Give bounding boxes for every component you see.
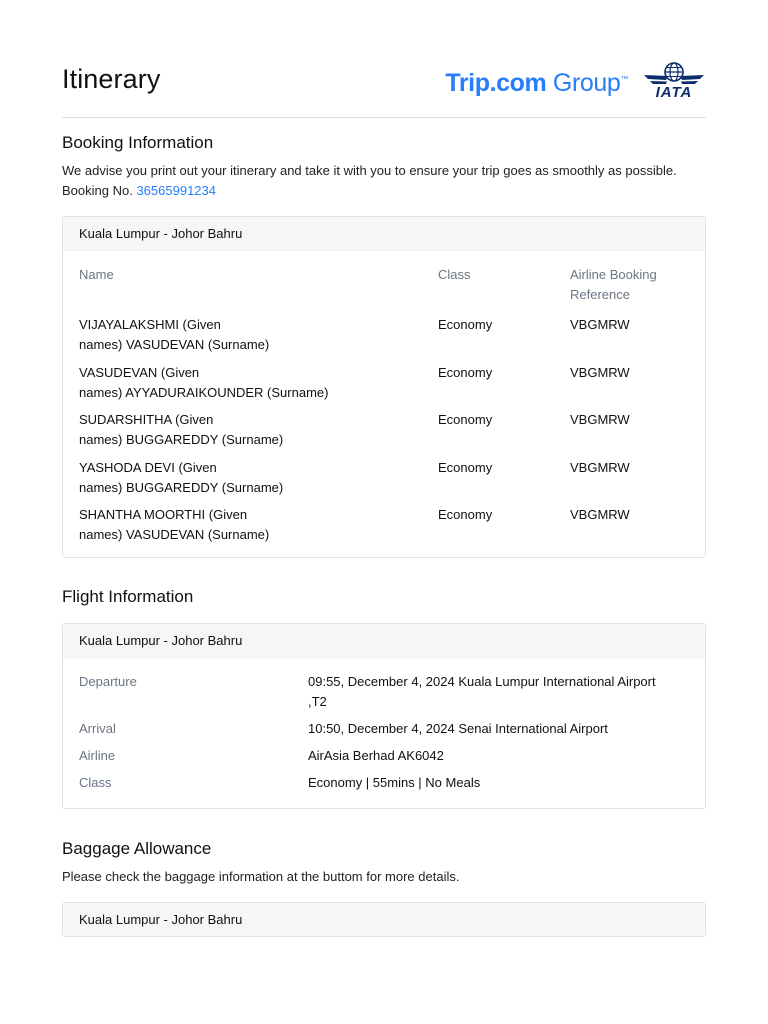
table-row [63, 505, 705, 553]
booking-advice: We advise you print out your itinerary and take it with you to ensure your trip goes as smoothly as possible. [62, 163, 677, 178]
arrival-row [63, 719, 705, 746]
departure-row [63, 672, 705, 719]
col-name-header: Name [79, 267, 114, 282]
table-row [63, 410, 705, 458]
table-row [63, 315, 705, 363]
departure-label: Departure [79, 674, 137, 689]
arrival-label: Arrival [79, 721, 116, 736]
tripcom-group-logo [445, 69, 628, 98]
baggage-card-route: Kuala Lumpur - Johor Bahru [63, 903, 705, 936]
passenger-ref: VBGMRW [570, 507, 630, 522]
airline-value: AirAsia Berhad AK6042 [308, 748, 444, 763]
iata-logo [642, 62, 706, 102]
passenger-ref: VBGMRW [570, 364, 630, 380]
passenger-class: Economy [438, 364, 493, 380]
page-title: Itinerary [62, 64, 161, 94]
passenger-rows [63, 315, 705, 553]
passenger-card-route: Kuala Lumpur - Johor Bahru [63, 217, 705, 251]
airline-label: Airline [79, 748, 116, 763]
iata-logo-text: IATA [655, 84, 693, 101]
booking-number-label: Booking No. [62, 183, 133, 198]
flight-card [62, 623, 706, 809]
tripcom-logo-brand: Trip.com [445, 69, 547, 97]
airline-row [63, 746, 705, 773]
page-header [62, 58, 706, 118]
table-row [63, 458, 705, 506]
col-ref-header: Airline Booking Reference [570, 267, 657, 302]
class-value: Economy | 55mins | No Meals [308, 775, 481, 790]
passenger-class: Economy [438, 317, 493, 332]
passenger-ref: VBGMRW [570, 317, 630, 332]
passenger-table-header [63, 265, 705, 315]
flight-card-route: Kuala Lumpur - Johor Bahru [63, 624, 705, 658]
passenger-name: SUDARSHITHA (Given names) BUGGAREDDY (Surname) [79, 412, 284, 447]
passenger-class: Economy [438, 412, 493, 427]
passenger-table [63, 265, 705, 553]
flight-section-title: Flight Information [62, 587, 194, 606]
class-row [63, 773, 705, 800]
passenger-name: VIJAYALAKSHMI (Given names) VASUDEVAN (Surname) [79, 317, 270, 352]
baggage-note: Please check the baggage information at the buttom for more details. [62, 869, 460, 884]
passenger-name: YASHODA DEVI (Given names) BUGGAREDDY (Surname) [79, 459, 284, 495]
col-class-header: Class [438, 267, 471, 282]
booking-number-link[interactable]: 36565991234 [136, 183, 216, 198]
table-row [63, 363, 705, 411]
arrival-value: 10:50, December 4, 2024 Senai International Airport [308, 721, 608, 736]
booking-number [62, 183, 216, 198]
passenger-ref: VBGMRW [570, 459, 630, 475]
baggage-card [62, 902, 706, 937]
flight-details [63, 672, 705, 800]
tripcom-logo-suffix: Group™ [552, 69, 628, 97]
passenger-ref: VBGMRW [570, 412, 630, 427]
booking-section-title: Booking Information [62, 133, 214, 152]
passenger-name: VASUDEVAN (Given names) AYYADURAIKOUNDER (Surname) [79, 364, 329, 400]
passenger-name: SHANTHA MOORTHI (Given names) VASUDEVAN (Surname) [79, 507, 270, 542]
departure-value: 09:55, December 4, 2024 Kuala Lumpur International Airport ,T2 [308, 674, 656, 709]
passenger-card [62, 216, 706, 558]
passenger-class: Economy [438, 459, 493, 475]
class-label: Class [79, 775, 112, 790]
passenger-class: Economy [438, 507, 493, 522]
baggage-section-title: Baggage Allowance [62, 839, 212, 858]
